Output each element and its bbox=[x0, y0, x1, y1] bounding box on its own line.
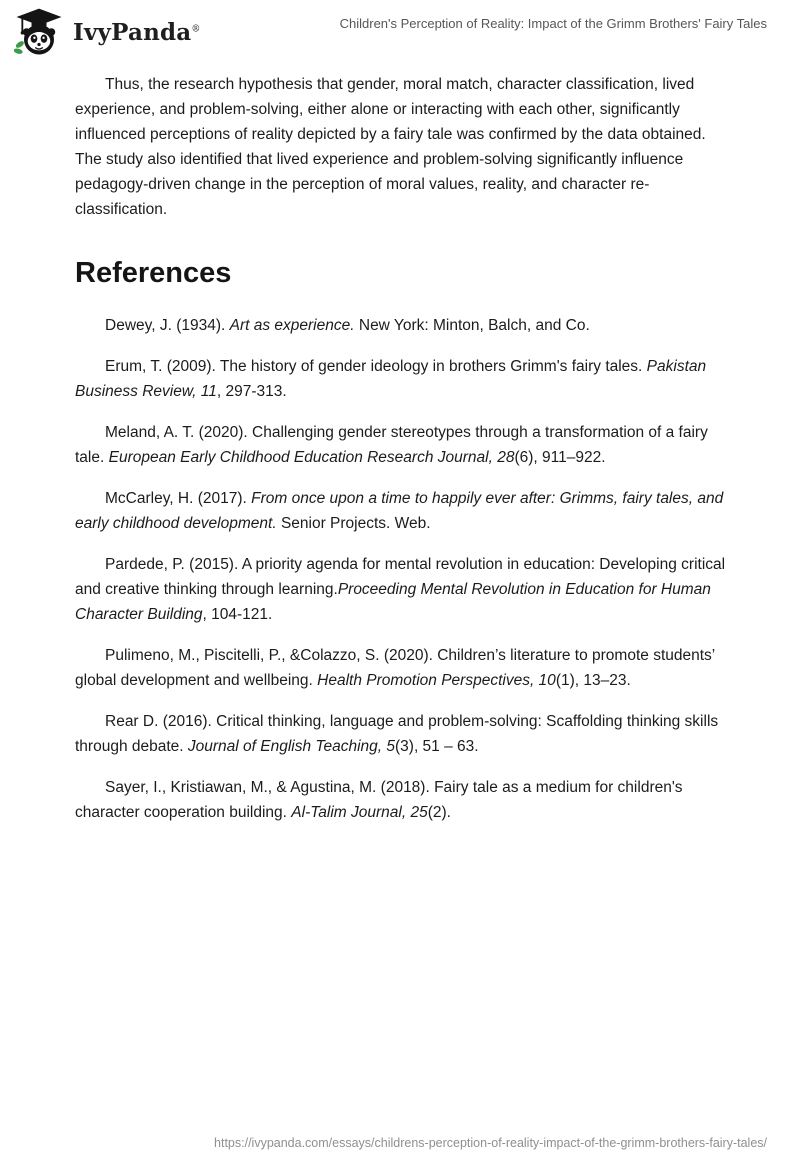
reference-item: Pardede, P. (2015). A priority agenda for mental revolution in education: Developing critical and creative thinking through learning.Proceeding Mental Revolution in Education for Human Character Building, 104-121. bbox=[75, 556, 726, 623]
page-header bbox=[0, 0, 800, 62]
references-list bbox=[75, 313, 726, 825]
reference-item: Erum, T. (2009). The history of gender ideology in brothers Grimm's fairy tales. Pakistan Business Review, 11, 297-313. bbox=[75, 358, 707, 400]
references-heading: References bbox=[75, 257, 232, 289]
document-title: Children's Perception of Reality: Impact of the Grimm Brothers' Fairy Tales bbox=[339, 16, 767, 31]
ivypanda-panda-graduation-cap-icon bbox=[14, 7, 64, 57]
reference-item: McCarley, H. (2017). From once upon a time to happily ever after: Grimms, fairy tales, and early childhood development. Senior Projects. Web. bbox=[75, 490, 724, 532]
document-content bbox=[75, 72, 726, 841]
registered-trademark: ® bbox=[191, 23, 201, 34]
brand-name: IvyPanda® bbox=[73, 18, 201, 46]
reference-item: Pulimeno, M., Piscitelli, P., &Colazzo, S. (2020). Children’s literature to promote students’ global development and wellbeing. Health Promotion Perspectives, 10(1), 13–23. bbox=[75, 647, 715, 689]
reference-item: Meland, A. T. (2020). Challenging gender stereotypes through a transformation of a fairy tale. European Early Childhood Education Research Journal, 28(6), 911–922. bbox=[75, 424, 708, 466]
brand-logo bbox=[14, 7, 201, 57]
reference-item: Sayer, I., Kristiawan, M., & Agustina, M. (2018). Fairy tale as a medium for children's character cooperation building. Al-Talim Journal, 25(2). bbox=[75, 779, 683, 821]
reference-item: Dewey, J. (1934). Art as experience. New York: Minton, Balch, and Co. bbox=[105, 317, 590, 334]
conclusion-paragraph: Thus, the research hypothesis that gender, moral match, character classification, lived experience, and problem-solving, either alone or interacting with each other, significantly influenced perceptions of reality depicted by a fairy tale was confirmed by the data obtained. The study also identified that lived experience and problem-solving significantly influence pedagogy-driven change in the perception of moral values, reality, and character re-classification. bbox=[75, 76, 706, 218]
reference-item: Rear D. (2016). Critical thinking, language and problem-solving: Scaffolding thinking skills through debate. Journal of English Teaching, 5(3), 51 – 63. bbox=[75, 713, 719, 755]
source-url: https://ivypanda.com/essays/childrens-perception-of-reality-impact-of-the-grimm-brothers-fairy-tales/ bbox=[214, 1136, 767, 1150]
